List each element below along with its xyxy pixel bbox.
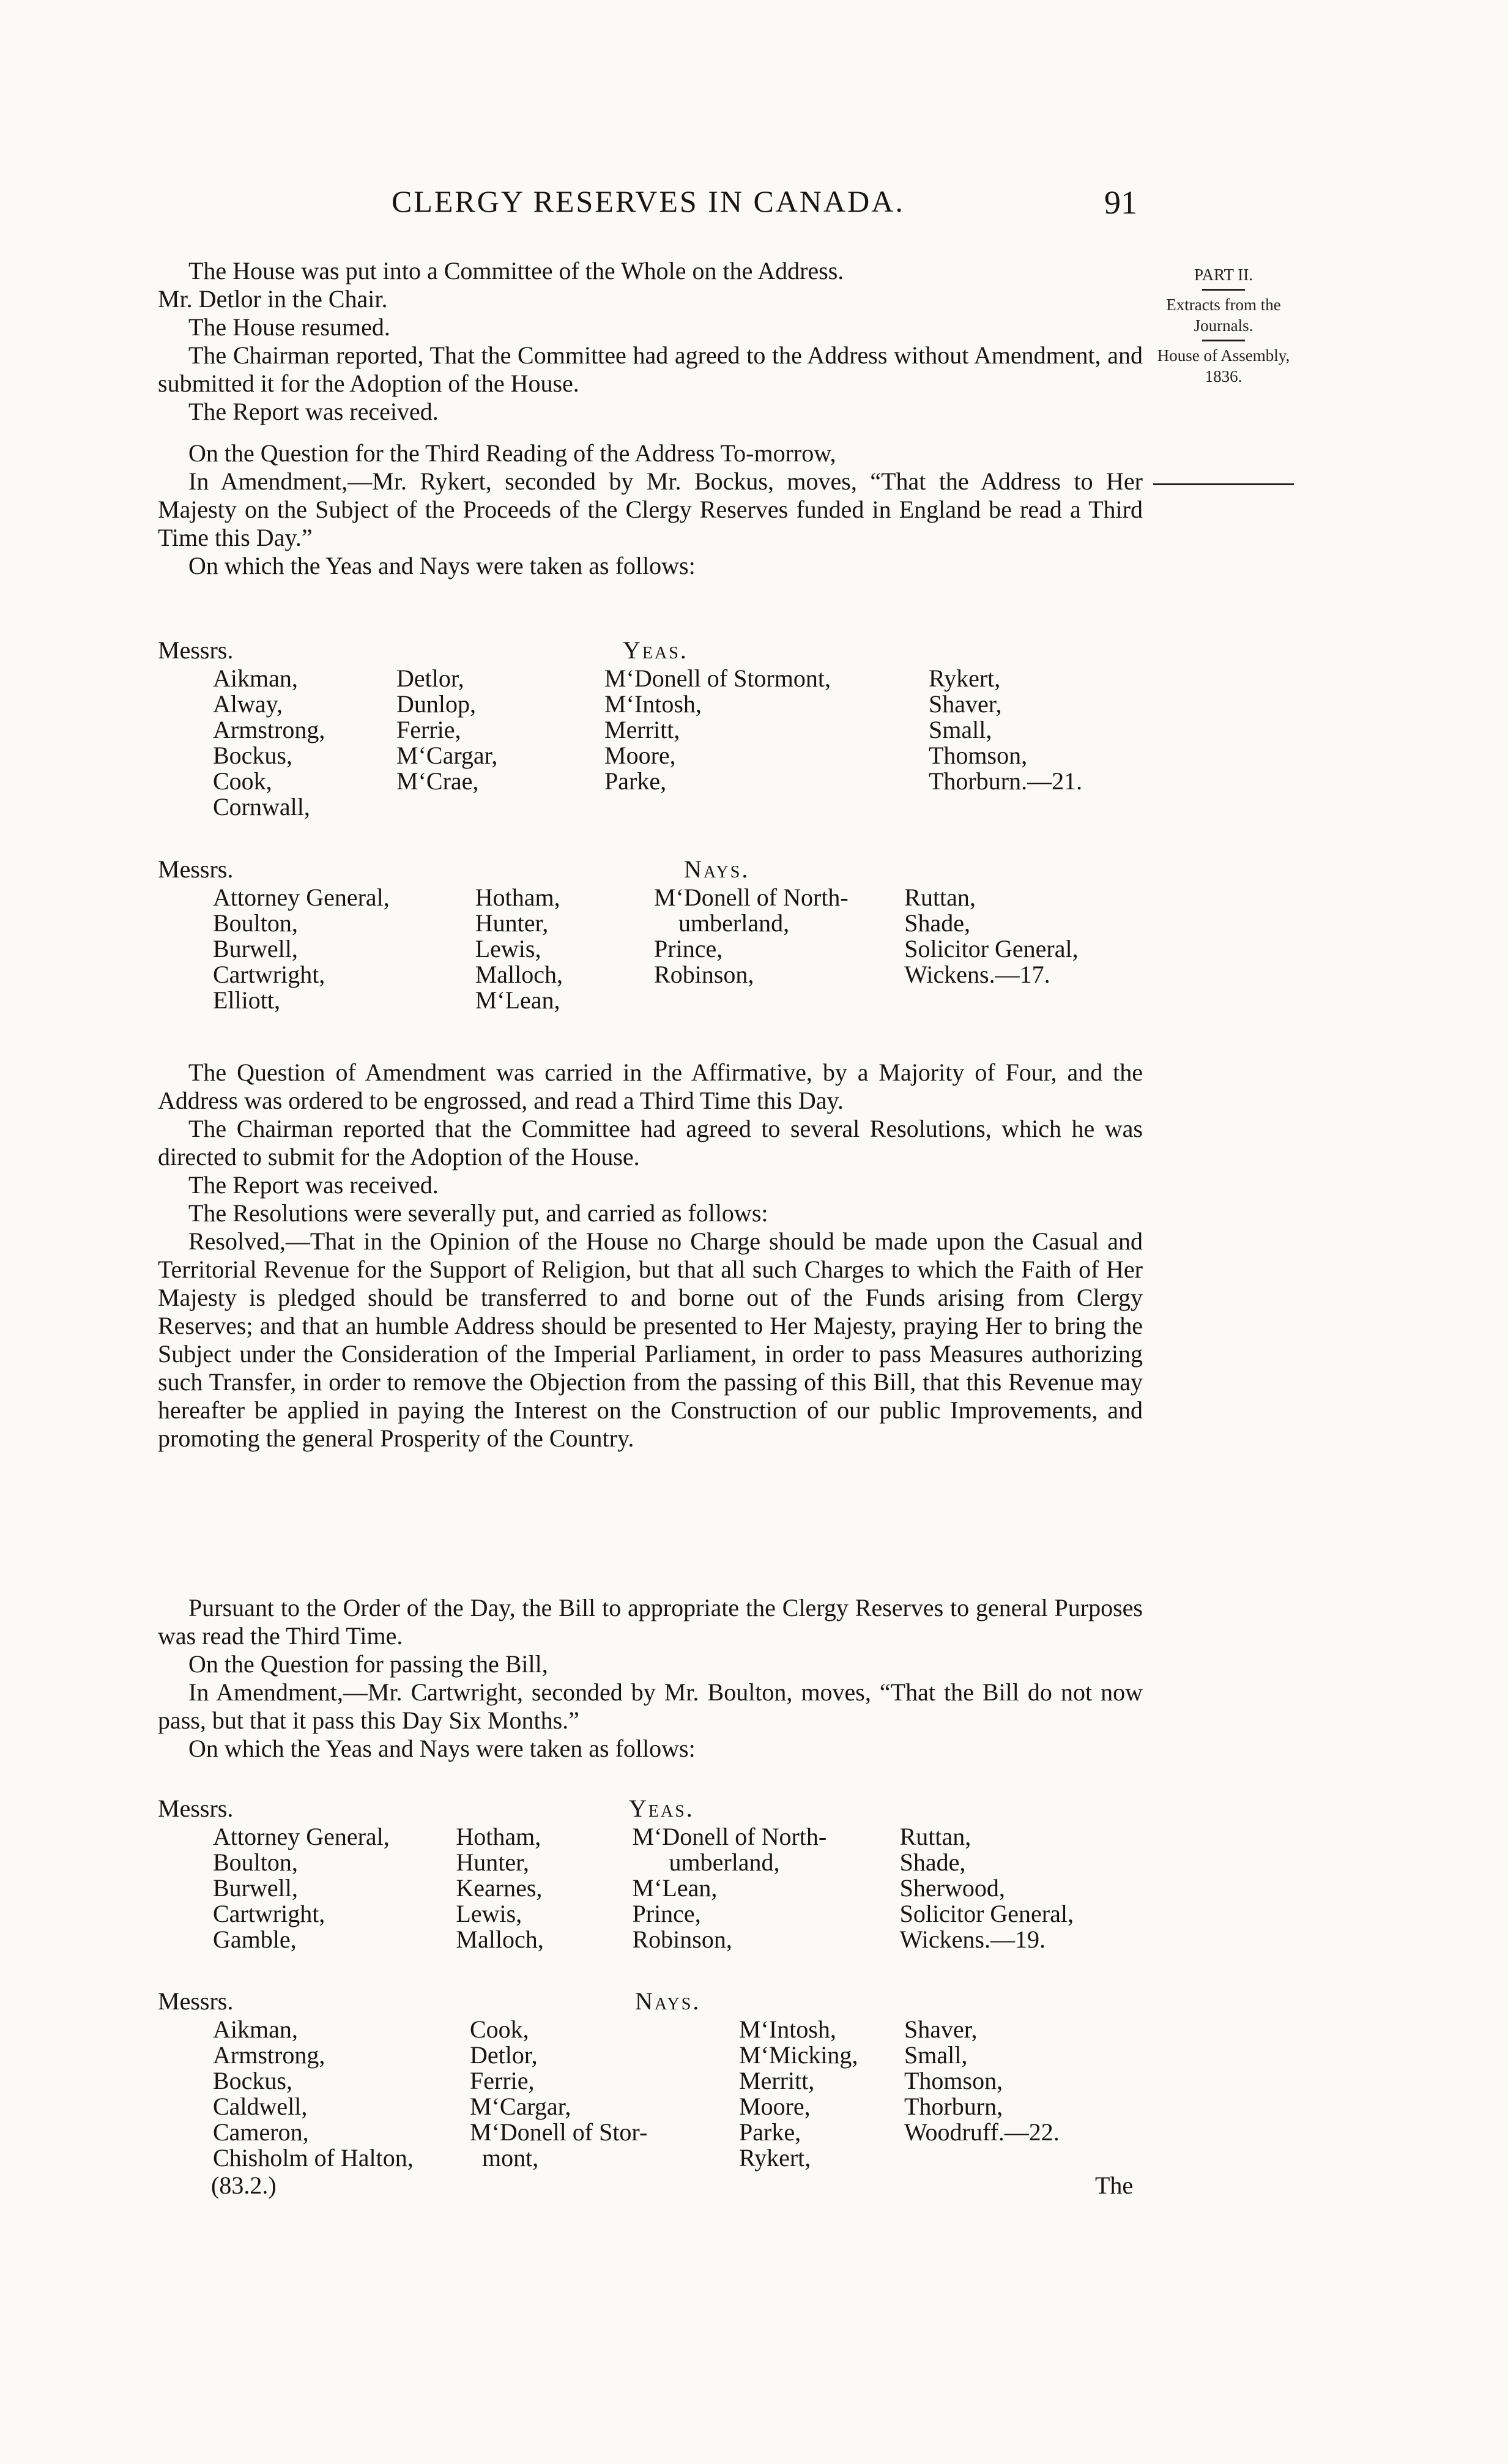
paragraph: The House resumed. <box>188 313 390 341</box>
margin-note-bottom-rule <box>1153 483 1294 485</box>
member-name: M‘Donell of North- <box>654 884 849 911</box>
member-name: Hunter, <box>475 909 549 937</box>
member-name: umberland, <box>678 909 790 937</box>
member-name: Kearnes, <box>456 1874 543 1902</box>
member-name: Boulton, <box>213 909 298 937</box>
member-name: Merritt, <box>739 2067 815 2094</box>
member-name: Ruttan, <box>899 1823 971 1850</box>
member-name: Bockus, <box>213 2067 292 2094</box>
division-1-nays <box>158 857 1143 1013</box>
running-head: CLERGY RESERVES IN CANADA. <box>392 184 905 218</box>
member-name: Lewis, <box>475 935 541 962</box>
paragraph: The Question of Amendment was carried in the Affirmative, by a Majority of Four, and the Address was ordered to be engrossed, and read a Third Time this Day. <box>158 1059 1143 1114</box>
member-name: M‘Lean, <box>475 986 560 1014</box>
member-name: Thorburn.—21. <box>929 767 1083 795</box>
name-column <box>213 666 396 820</box>
member-name: Thomson, <box>904 2067 1003 2094</box>
paragraph-block-1 <box>158 257 1143 580</box>
margin-note-divider <box>1202 340 1245 341</box>
member-name: Hotham, <box>456 1823 541 1850</box>
member-name: Cameron, <box>213 2118 309 2146</box>
member-name: Burwell, <box>213 1874 298 1902</box>
division-2-nays <box>158 1989 1143 2171</box>
member-name: Armstrong, <box>213 716 325 743</box>
yeas-heading: Yeas. <box>629 1795 694 1822</box>
paragraph: Pursuant to the Order of the Day, the Bill to appropriate the Clergy Reserves to general Purposes was read the Third Time. <box>158 1594 1143 1650</box>
member-name: Burwell, <box>213 935 298 962</box>
paragraph: On the Question for passing the Bill, <box>188 1650 548 1678</box>
paragraph: The Report was received. <box>188 1171 439 1199</box>
member-name: Hunter, <box>456 1848 529 1876</box>
member-name: Solicitor General, <box>904 935 1079 962</box>
member-name: Thomson, <box>929 742 1028 769</box>
member-name: Shaver, <box>904 2015 978 2043</box>
paragraph: On the Question for the Third Reading of the Address To-morrow, <box>188 439 836 467</box>
messrs-label: Messrs. <box>158 1795 234 1822</box>
member-name: umberland, <box>669 1848 780 1876</box>
member-name: Rykert, <box>739 2144 811 2172</box>
paragraph: In Amendment,—Mr. Rykert, seconded by Mr. Bockus, moves, “That the Address to Her Majesty on the Subject of the Proceeds of the Clergy Reserves funded in England be read a Third Time this Day.” <box>158 467 1143 551</box>
member-name: Elliott, <box>213 986 280 1014</box>
name-column <box>604 666 929 820</box>
paragraph-block-3 <box>158 1594 1143 1763</box>
division-2-yeas <box>158 1796 1143 1952</box>
division-1-yeas <box>158 638 1143 820</box>
member-name: Bockus, <box>213 742 292 769</box>
paragraph: Mr. Detlor in the Chair. <box>158 285 388 313</box>
member-name: Robinson, <box>654 961 754 988</box>
member-name: Small, <box>904 2041 968 2069</box>
margin-note-house: House of Assembly, <box>1157 346 1290 365</box>
member-name: Cartwright, <box>213 961 325 988</box>
name-column <box>929 666 1137 820</box>
member-name: Solicitor General, <box>899 1900 1074 1927</box>
margin-note-divider <box>1202 289 1245 291</box>
name-column <box>456 1824 632 1952</box>
paragraph-block-2 <box>158 1059 1143 1453</box>
nays-heading: Nays. <box>684 855 750 883</box>
name-column <box>213 1824 456 1952</box>
name-column <box>470 2017 739 2171</box>
member-name: Armstrong, <box>213 2041 325 2069</box>
member-name: M‘Cargar, <box>396 742 498 769</box>
member-name: Ruttan, <box>904 884 976 911</box>
member-name: Shade, <box>899 1848 966 1876</box>
member-name: Detlor, <box>396 664 464 692</box>
paragraph: The Report was received. <box>188 398 439 425</box>
member-name: Cartwright, <box>213 1900 325 1927</box>
nays-heading: Nays. <box>635 1987 701 2015</box>
name-column <box>213 2017 470 2171</box>
margin-note-year: 1836. <box>1205 367 1242 385</box>
signature-mark: (83.2.) <box>211 2172 277 2199</box>
member-name: mont, <box>482 2144 539 2172</box>
member-name: Detlor, <box>470 2041 538 2069</box>
member-name: Attorney General, <box>213 884 390 911</box>
member-name: Rykert, <box>929 664 1001 692</box>
member-name: Malloch, <box>475 961 563 988</box>
paragraph: The Resolutions were severally put, and carried as follows: <box>188 1199 768 1227</box>
member-name: Chisholm of Halton, <box>213 2144 414 2172</box>
member-name: Boulton, <box>213 1848 298 1876</box>
member-name: Dunlop, <box>396 690 476 718</box>
member-name: M‘Donell of Stor- <box>470 2118 648 2146</box>
member-name: M‘Lean, <box>632 1874 718 1902</box>
member-name: Thorburn, <box>904 2093 1003 2120</box>
member-name: Moore, <box>604 742 676 769</box>
messrs-label: Messrs. <box>158 1987 234 2015</box>
member-name: M‘Cargar, <box>470 2093 571 2120</box>
member-name: Wickens.—17. <box>904 961 1050 988</box>
member-name: Shaver, <box>929 690 1002 718</box>
margin-note <box>1153 264 1294 387</box>
member-name: Cook, <box>213 767 272 795</box>
paragraph: The Chairman reported, That the Committee had agreed to the Address without Amendment, and submitted it for the Adoption of the House. <box>158 341 1143 397</box>
member-name: Cornwall, <box>213 793 310 821</box>
member-name: Aikman, <box>213 2015 298 2043</box>
member-name: Lewis, <box>456 1900 522 1927</box>
member-name: M‘Donell of Stormont, <box>604 664 831 692</box>
name-column <box>900 1824 1143 1952</box>
name-column <box>475 885 654 1013</box>
member-name: Moore, <box>739 2093 811 2120</box>
margin-note-extracts: Extracts from the Journals. <box>1166 296 1281 335</box>
name-column <box>396 666 604 820</box>
member-name: M‘Intosh, <box>604 690 702 718</box>
member-name: Shade, <box>904 909 971 937</box>
member-name: Attorney General, <box>213 1823 390 1850</box>
member-name: Prince, <box>654 935 723 962</box>
name-column <box>904 2017 1131 2171</box>
member-name: Hotham, <box>475 884 560 911</box>
member-name: Small, <box>929 716 992 743</box>
member-name: Malloch, <box>456 1926 544 1953</box>
paragraph: On which the Yeas and Nays were taken as follows: <box>188 1735 696 1762</box>
member-name: M‘Micking, <box>739 2041 858 2069</box>
member-name: Parke, <box>739 2118 801 2146</box>
member-name: Alway, <box>213 690 283 718</box>
member-name: Gamble, <box>213 1926 297 1953</box>
member-name: Sherwood, <box>899 1874 1005 1902</box>
name-column <box>654 885 904 1013</box>
paragraph: The House was put into a Committee of the Whole on the Address. <box>188 257 844 285</box>
name-column <box>739 2017 904 2171</box>
member-name: M‘Donell of North- <box>632 1823 827 1850</box>
paragraph: In Amendment,—Mr. Cartwright, seconded by Mr. Boulton, moves, “That the Bill do not now pass, but that it pass this Day Six Months.” <box>158 1678 1143 1734</box>
member-name: Parke, <box>604 767 667 795</box>
member-name: M‘Crae, <box>396 767 479 795</box>
member-name: Wickens.—19. <box>899 1926 1046 1953</box>
member-name: Prince, <box>632 1900 701 1927</box>
yeas-heading: Yeas. <box>623 636 688 664</box>
page-number: 91 <box>1104 184 1137 221</box>
paragraph: On which the Yeas and Nays were taken as follows: <box>188 552 696 579</box>
member-name: Ferrie, <box>470 2067 535 2094</box>
member-name: Robinson, <box>632 1926 732 1953</box>
member-name: Merritt, <box>604 716 680 743</box>
paragraph: The Chairman reported that the Committee had agreed to several Resolutions, which he was directed to submit for the Adoption of the House. <box>158 1115 1143 1171</box>
member-name: Cook, <box>470 2015 529 2043</box>
messrs-label: Messrs. <box>158 855 234 883</box>
name-column <box>213 885 475 1013</box>
member-name: Aikman, <box>213 664 298 692</box>
name-column <box>633 1824 900 1952</box>
member-name: Caldwell, <box>213 2093 308 2120</box>
member-name: M‘Intosh, <box>739 2015 836 2043</box>
catchword: The <box>1095 2172 1134 2199</box>
messrs-label: Messrs. <box>158 636 234 664</box>
name-column <box>904 885 1143 1013</box>
member-name: Ferrie, <box>396 716 461 743</box>
member-name: Woodruff.—22. <box>904 2118 1060 2146</box>
margin-note-part: PART II. <box>1194 266 1253 284</box>
paragraph: Resolved,—That in the Opinion of the House no Charge should be made upon the Casual and Territorial Revenue for the Support of Religion, but that all such Charges to which the Faith of Her Majesty is pledged should be transferred to and borne out of the Funds arising from Clergy Reserves; and that an humble Address should be presented to Her Majesty, praying Her to bring the Subject under the Consideration of the Imperial Parliament, in order to pass Measures authorizing such Transfer, in order to remove the Objection from the passing of this Bill, that this Revenue may hereafter be applied in paying the Interest on the Construction of our public Improvements, and promoting the general Prosperity of the Country. <box>158 1227 1143 1452</box>
